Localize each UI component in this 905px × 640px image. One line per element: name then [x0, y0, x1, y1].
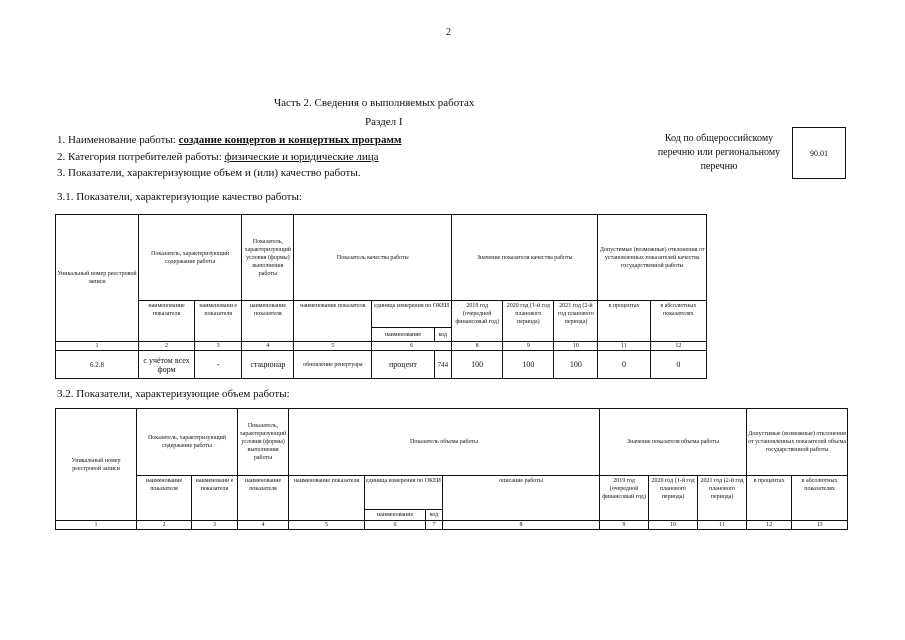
quality-num-10: 10 — [554, 342, 598, 351]
volume-c-2021: 2021 год (2-й год планового периода) — [698, 476, 747, 521]
volume-subheader-row — [56, 476, 848, 510]
registry-code-value: 90.01 — [810, 148, 828, 158]
registry-code-label-line1: Код по общероссийскому — [664, 133, 774, 144]
volume-c-abs: в абсолютных показателях — [792, 476, 848, 521]
volume-c-desc: описание работы — [443, 476, 600, 521]
quality-num-8: 8 — [452, 342, 503, 351]
volume-num-9: 9 — [600, 521, 649, 530]
volume-c-2020: 2020 год (1-й год планового периода) — [649, 476, 698, 521]
consumer-category-value: физические и юридические лица — [224, 151, 379, 163]
quality-section-title: 3.1. Показатели, характеризующие качество работы: — [57, 191, 302, 203]
quality-registry-value: 6.2.8 — [56, 351, 139, 379]
quality-c-name3: наименование показателя — [242, 301, 294, 342]
volume-section-title: 3.2. Показатели, характеризующие объем работы: — [57, 388, 290, 400]
quality-c-unit-code: код — [434, 328, 451, 342]
quality-c-unit-name: наименование — [372, 328, 434, 342]
work-name-line — [57, 134, 401, 146]
page-number: 2 — [446, 27, 451, 38]
volume-num-1: 1 — [56, 521, 137, 530]
quality-data-row — [56, 351, 707, 379]
quality-c-name4: наименование показателя — [294, 301, 372, 342]
quality-num-5: 5 — [294, 342, 372, 351]
volume-num-6: 6 — [365, 521, 426, 530]
volume-h-conditions: Показатель, характеризующий условия (формы) выполнения работы — [238, 409, 289, 476]
volume-c-unit: единица измерения по ОКЕИ — [365, 476, 443, 510]
quality-indicator-value: обновление репертуара — [294, 351, 372, 379]
registry-code-box — [792, 127, 846, 179]
quality-content1-value: с учётом всех форм — [138, 351, 194, 379]
quality-dev-abs-value: 0 — [650, 351, 706, 379]
registry-code-label-line3: перечню — [700, 161, 738, 172]
volume-number-row — [56, 521, 848, 530]
volume-header-row — [56, 409, 848, 476]
indicators-line: 3. Показатели, характеризующие объем и (или) качество работы. — [57, 167, 361, 179]
quality-c-2021: 2021 год (2-й год планового периода) — [554, 301, 598, 342]
quality-c-2019: 2019 год (очередной финансовый год) — [452, 301, 503, 342]
quality-num-12: 12 — [650, 342, 706, 351]
work-name-value: создание концертов и концертных программ — [178, 134, 402, 146]
quality-h-content: Показатель, характеризующий содержание работы — [138, 215, 241, 301]
work-name-label: 1. Наименование работы: — [57, 134, 176, 146]
consumer-category-line — [57, 151, 378, 163]
volume-num-12: 12 — [747, 521, 792, 530]
volume-h-registry: Уникальный номер реестровой записи — [56, 409, 137, 521]
volume-h-indicator: Показатель объема работы — [289, 409, 600, 476]
volume-c-name1: наименование показателя — [137, 476, 192, 521]
volume-num-2: 2 — [137, 521, 192, 530]
quality-dev-percent-value: 0 — [598, 351, 650, 379]
quality-num-6: 6 — [372, 342, 452, 351]
volume-c-name2: наименовани е показателя — [192, 476, 238, 521]
quality-num-4: 4 — [242, 342, 294, 351]
volume-h-content: Показатель, характеризующий содержание работы — [137, 409, 238, 476]
volume-num-7: 7 — [426, 521, 443, 530]
volume-h-value: Значение показателя объема работы — [600, 409, 747, 476]
quality-num-1: 1 — [56, 342, 139, 351]
volume-h-deviation: Допустимые (возможные) отклонения от установленных показателей объема государственной работы — [747, 409, 848, 476]
quality-h-conditions: Показатель, характеризующий условия (формы) выполнения работы — [242, 215, 294, 301]
quality-table — [55, 214, 707, 379]
volume-c-unit-code: код — [426, 510, 443, 521]
quality-2019-value: 100 — [452, 351, 503, 379]
quality-num-11: 11 — [598, 342, 650, 351]
quality-2021-value: 100 — [554, 351, 598, 379]
quality-header-row — [56, 215, 707, 301]
volume-num-4: 4 — [238, 521, 289, 530]
quality-c-percent: в процентах — [598, 301, 650, 342]
quality-content2-value: - — [195, 351, 242, 379]
volume-num-3: 3 — [192, 521, 238, 530]
quality-h-indicator: Показатель качества работы — [294, 215, 452, 301]
quality-number-row — [56, 342, 707, 351]
quality-h-registry: Уникальный номер реестровой записи — [56, 215, 139, 342]
quality-h-value: Значение показателя качества работы — [452, 215, 598, 301]
quality-unit-name-value: процент — [372, 351, 434, 379]
volume-c-2019: 2019 год (очередной финансовый год) — [600, 476, 649, 521]
volume-c-unit-name: наименование — [365, 510, 426, 521]
volume-c-name3: наименование показателя — [238, 476, 289, 521]
registry-code-label-line2: перечню или региональному — [657, 147, 781, 158]
volume-table — [55, 408, 848, 530]
volume-c-percent: в процентах — [747, 476, 792, 521]
volume-c-name4: наименование показателя — [289, 476, 365, 521]
quality-h-deviation: Допустимые (возможные) отклонения от установленных показателей качества государственной работы — [598, 215, 707, 301]
quality-unit-code-value: 744 — [434, 351, 451, 379]
part-title: Часть 2. Сведения о выполняемых работах — [274, 97, 475, 109]
volume-num-10: 10 — [649, 521, 698, 530]
quality-c-unit: единица измерения по ОКЕИ — [372, 301, 452, 328]
volume-num-11: 11 — [698, 521, 747, 530]
quality-c-name2: наименовани е показателя — [195, 301, 242, 342]
quality-c-name1: наименование показателя — [138, 301, 194, 342]
quality-condition-value: стационар — [242, 351, 294, 379]
section-title: Раздел I — [365, 116, 403, 128]
quality-num-3: 3 — [195, 342, 242, 351]
quality-subheader-row — [56, 301, 707, 328]
quality-2020-value: 100 — [503, 351, 554, 379]
volume-num-13: 13 — [792, 521, 848, 530]
volume-num-5: 5 — [289, 521, 365, 530]
quality-c-abs: в абсолютных показателях — [650, 301, 706, 342]
quality-num-9: 9 — [503, 342, 554, 351]
quality-c-2020: 2020 год (1-й год планового периода) — [503, 301, 554, 342]
quality-num-2: 2 — [138, 342, 194, 351]
registry-code-label — [648, 132, 790, 174]
volume-num-8: 8 — [443, 521, 600, 530]
consumer-category-label: 2. Категория потребителей работы: — [57, 151, 222, 163]
